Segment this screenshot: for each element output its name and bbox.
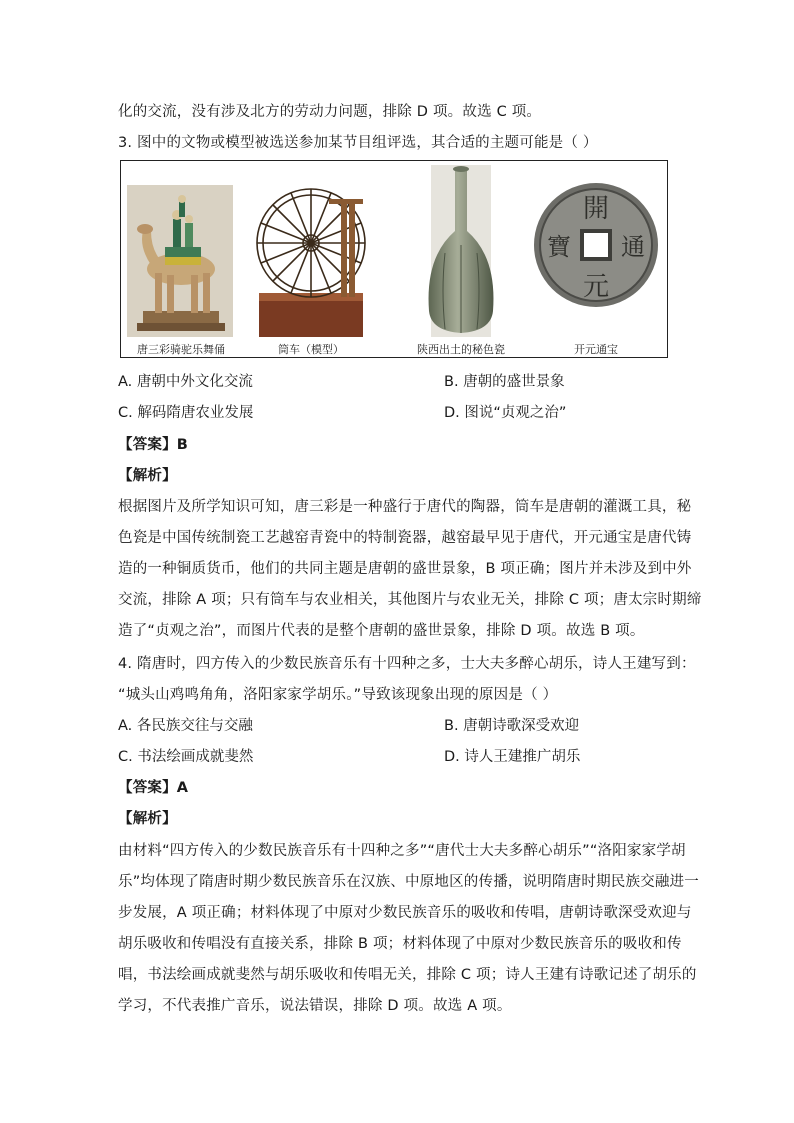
caption-sancai-camel: 唐三彩骑驼乐舞俑 [137,343,225,356]
q3-answer: 【答案】B [118,437,189,453]
coin-char-top: 開 [582,194,610,224]
q4-answer: 【答案】A [118,780,189,796]
coin-char-bottom: 元 [582,272,610,302]
q3-analysis-line: 造的一种铜质货币，他们的共同主题是唐朝的盛世景象，B 项正确；图片并未涉及到中外 [118,561,692,577]
q4-analysis-heading: 【解析】 [118,811,177,827]
mise-porcelain-artifact [401,161,521,359]
waterwheel-image [249,161,373,359]
q4-option-d[interactable]: D. 诗人王建推广胡乐 [444,749,581,765]
q4-analysis-line: 胡乐吸收和传唱没有直接关系，排除 B 项；材料体现了中原对少数民族音乐的吸收和传 [118,936,682,952]
kaiyuan-coin-artifact [525,161,667,359]
artifact-figure [120,160,668,358]
q3-option-c[interactable]: C. 解码隋唐农业发展 [118,405,254,421]
sancai-camel-artifact [121,161,241,359]
sancai-camel-image [121,161,241,359]
q3-analysis-heading: 【解析】 [118,468,177,484]
q3-analysis-line: 造了“贞观之治”，而图片代表的是整个唐朝的盛世景象，排除 D 项。故选 B 项。 [118,623,645,639]
q4-analysis-line: 乐”均体现了隋唐时期少数民族音乐在汉族、中原地区的传播，说明隋唐时期民族交融进一 [118,874,700,890]
question-4-stem: 4. 隋唐时，四方传入的少数民族音乐有十四种之多，士大夫多醉心胡乐，诗人王建写到： [118,656,696,672]
question-3-stem: 3. 图中的文物或模型被选送参加某节目组评选，其合适的主题可能是（ ） [118,135,598,151]
waterwheel-artifact [249,161,373,359]
q3-option-a[interactable]: A. 唐朝中外文化交流 [118,374,253,390]
caption-waterwheel: 筒车（模型） [278,343,344,356]
q3-analysis-line: 交流，排除 A 项；只有筒车与农业相关，其他图片与农业无关，排除 C 项；唐太宗时期缔 [118,592,702,608]
q3-option-b[interactable]: B. 唐朝的盛世景象 [444,374,565,390]
q4-analysis-line: 学习，不代表推广音乐，说法错误，排除 D 项。故选 A 项。 [118,998,512,1014]
q4-analysis-line: 步发展，A 项正确；材料体现了中原对少数民族音乐的吸收和传唱，唐朝诗歌深受欢迎与 [118,905,692,921]
question-4-stem: “城头山鸡鸣角角，洛阳家家学胡乐。”导致该现象出现的原因是（ ） [118,687,558,703]
q4-option-b[interactable]: B. 唐朝诗歌深受欢迎 [444,718,580,734]
q4-analysis-line: 由材料“四方传入的少数民族音乐有十四种之多”“唐代士大夫多醉心胡乐”“洛阳家家学胡 [118,843,686,859]
mise-porcelain-image [401,161,521,359]
caption-kaiyuan-coin: 开元通宝 [574,343,618,356]
coin-char-left: 寶 [547,233,571,261]
q3-analysis-line: 根据图片及所学知识可知，唐三彩是一种盛行于唐代的陶器，筒车是唐朝的灌溉工具，秘 [118,499,692,515]
q3-analysis-line: 色瓷是中国传统制瓷工艺越窑青瓷中的特制瓷器，越窑最早见于唐代，开元通宝是唐代铸 [118,530,692,546]
caption-mise-porcelain: 陕西出土的秘色瓷 [417,343,505,356]
q4-option-a[interactable]: A. 各民族交往与交融 [118,718,253,734]
kaiyuan-coin-image [525,161,667,359]
text-line: 化的交流，没有涉及北方的劳动力问题，排除 D 项。故选 C 项。 [118,104,542,120]
coin-char-right: 通 [621,233,645,261]
q4-analysis-line: 唱，书法绘画成就斐然与胡乐吸收和传唱无关，排除 C 项；诗人王建有诗歌记述了胡乐的 [118,967,697,983]
q4-option-c[interactable]: C. 书法绘画成就斐然 [118,749,254,765]
q3-option-d[interactable]: D. 图说“贞观之治” [444,405,567,421]
